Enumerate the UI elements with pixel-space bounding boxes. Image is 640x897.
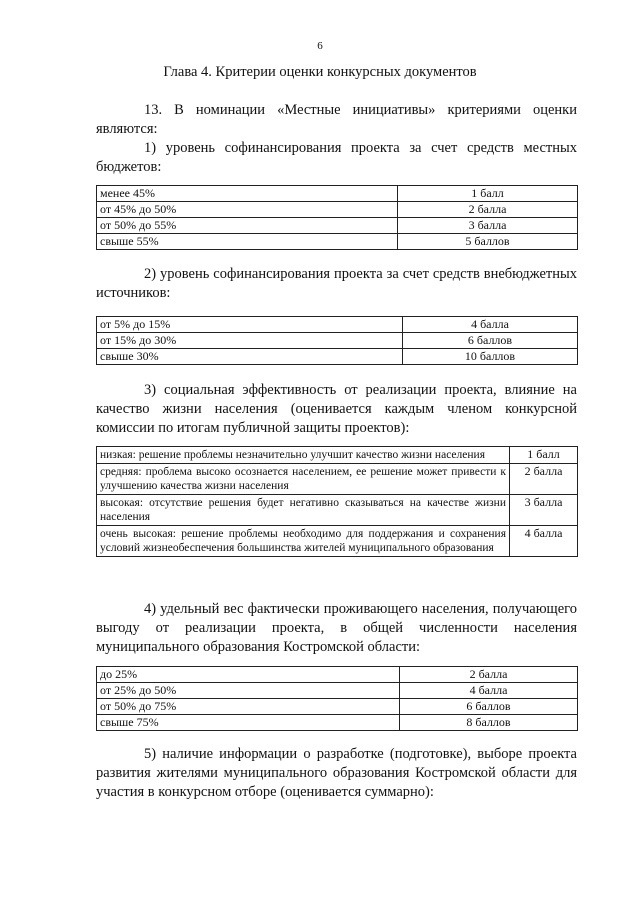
criterion-1-heading: 1) уровень софинансирования проекта за счет средств местных бюджетов: bbox=[96, 140, 577, 175]
description-cell: высокая: отсутствие решения будет негативно сказываться на качестве жизни населения bbox=[97, 495, 510, 526]
table-row bbox=[97, 202, 578, 218]
range-cell: от 45% до 50% bbox=[97, 202, 398, 218]
table-extrabudget bbox=[96, 316, 578, 365]
score-cell: 6 баллов bbox=[403, 333, 578, 349]
table-row bbox=[97, 683, 578, 699]
table-row bbox=[97, 349, 578, 365]
description-cell: очень высокая: решение проблемы необходимо для поддержания и сохранения условий жизнеобеспечения большинства жителей муниципального образования bbox=[97, 526, 510, 557]
score-cell: 2 балла bbox=[400, 667, 578, 683]
score-cell: 3 балла bbox=[510, 495, 578, 526]
range-cell: до 25% bbox=[97, 667, 400, 683]
description-cell: низкая: решение проблемы незначительно улучшит качество жизни населения bbox=[97, 447, 510, 464]
description-cell: средняя: проблема высоко осознается населением, ее решение может привести к улучшению качества жизни населения bbox=[97, 464, 510, 495]
table-row bbox=[97, 699, 578, 715]
criterion-4-heading: 4) удельный вес фактически проживающего населения, получающего выгоду от реализации проекта, в общей численности населения муниципального образования Костромской области: bbox=[96, 601, 577, 655]
criterion-2-heading: 2) уровень софинансирования проекта за счет средств внебюджетных источников: bbox=[96, 266, 577, 301]
table-row bbox=[97, 234, 578, 250]
score-cell: 6 баллов bbox=[400, 699, 578, 715]
score-cell: 4 балла bbox=[400, 683, 578, 699]
range-cell: свыше 30% bbox=[97, 349, 403, 365]
table-local-budget bbox=[96, 185, 578, 250]
criterion-3-heading: 3) социальная эффективность от реализации проекта, влияние на качество жизни населения (оценивается каждым членом конкурсной комиссии по итогам публичной защиты проектов): bbox=[96, 382, 577, 436]
table-row bbox=[97, 715, 578, 731]
range-cell: от 50% до 55% bbox=[97, 218, 398, 234]
range-cell: от 50% до 75% bbox=[97, 699, 400, 715]
range-cell: от 25% до 50% bbox=[97, 683, 400, 699]
score-cell: 8 баллов bbox=[400, 715, 578, 731]
table-row bbox=[97, 526, 578, 557]
table-population-share bbox=[96, 666, 578, 731]
score-cell: 5 баллов bbox=[398, 234, 578, 250]
table-row bbox=[97, 667, 578, 683]
table-row bbox=[97, 464, 578, 495]
range-cell: от 15% до 30% bbox=[97, 333, 403, 349]
table-row bbox=[97, 333, 578, 349]
score-cell: 2 балла bbox=[398, 202, 578, 218]
score-cell: 4 балла bbox=[403, 317, 578, 333]
paragraph-13: 13. В номинации «Местные инициативы» критериями оценки являются: bbox=[96, 102, 577, 137]
table-row bbox=[97, 218, 578, 234]
score-cell: 2 балла bbox=[510, 464, 578, 495]
table-row bbox=[97, 495, 578, 526]
table-row bbox=[97, 317, 578, 333]
score-cell: 1 балл bbox=[510, 447, 578, 464]
range-cell: от 5% до 15% bbox=[97, 317, 403, 333]
criterion-5-heading: 5) наличие информации о разработке (подготовке), выборе проекта развития жителями муниципального образования Костромской области для участия в конкурсном отборе (оценивается суммарно): bbox=[96, 746, 577, 800]
table-row bbox=[97, 186, 578, 202]
page-number: 6 bbox=[317, 40, 323, 52]
chapter-title: Глава 4. Критерии оценки конкурсных документов bbox=[163, 64, 477, 80]
range-cell: свыше 55% bbox=[97, 234, 398, 250]
score-cell: 3 балла bbox=[398, 218, 578, 234]
range-cell: свыше 75% bbox=[97, 715, 400, 731]
score-cell: 4 балла bbox=[510, 526, 578, 557]
table-social-efficiency bbox=[96, 446, 578, 557]
range-cell: менее 45% bbox=[97, 186, 398, 202]
score-cell: 10 баллов bbox=[403, 349, 578, 365]
score-cell: 1 балл bbox=[398, 186, 578, 202]
table-row bbox=[97, 447, 578, 464]
